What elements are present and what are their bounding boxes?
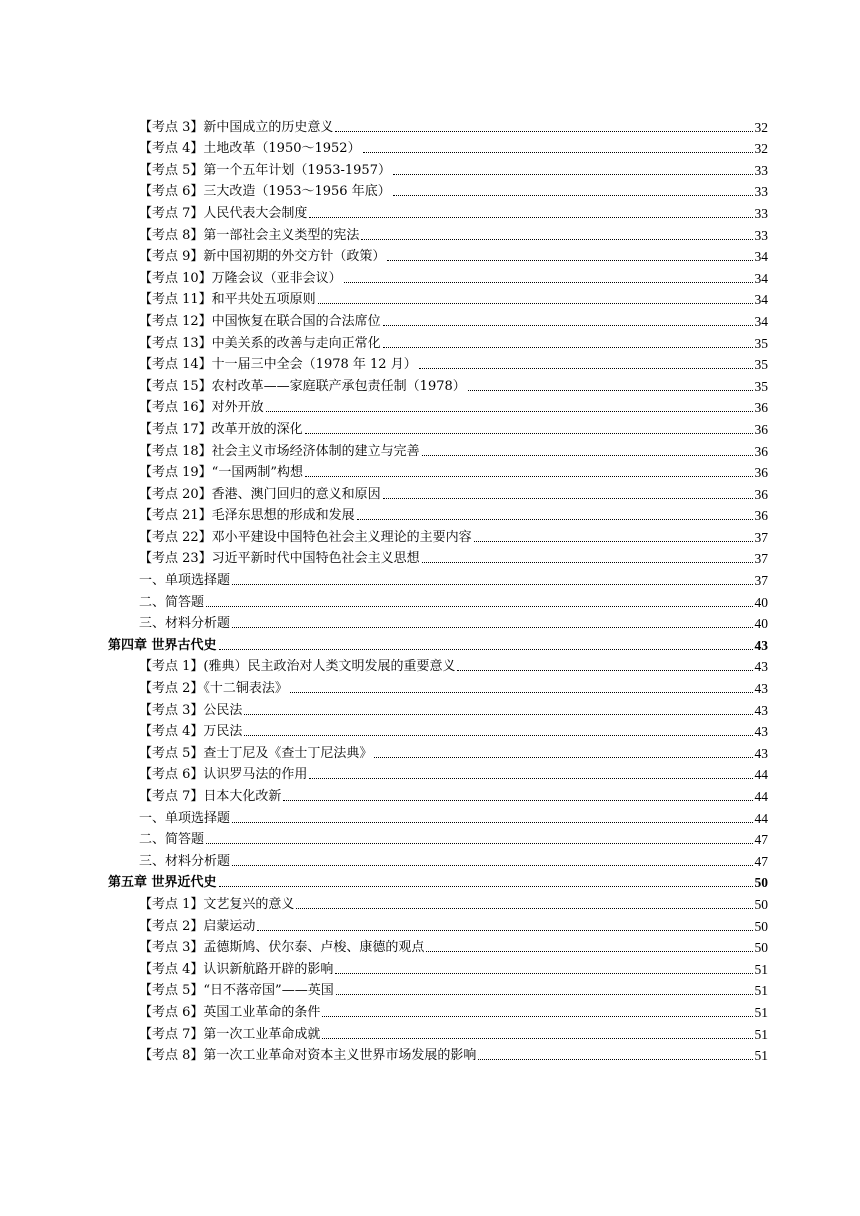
toc-page-number: 44	[754, 789, 768, 804]
toc-page-number: 36	[754, 465, 768, 481]
dot-leader	[318, 303, 753, 304]
toc-entry-title: 【考点 11】和平共处五项原则	[139, 292, 316, 308]
toc-item-entry[interactable]	[108, 221, 768, 243]
toc-page-number: 37	[754, 551, 768, 567]
toc-entry-title: 【考点 17】改革开放的深化	[139, 421, 303, 437]
toc-page-number: 47	[754, 832, 768, 848]
dot-leader	[383, 347, 753, 348]
toc-item-entry[interactable]	[108, 264, 768, 286]
toc-entry-title: 【考点 7】人民代表大会制度	[139, 205, 308, 221]
toc-item-entry[interactable]	[108, 480, 768, 502]
dot-leader	[305, 476, 753, 477]
dot-leader	[457, 670, 752, 671]
toc-item-entry[interactable]	[108, 782, 768, 804]
dot-leader	[393, 195, 753, 196]
dot-leader	[335, 973, 752, 974]
toc-item-entry[interactable]	[108, 998, 768, 1020]
dot-leader	[206, 606, 752, 607]
toc-item-entry[interactable]	[108, 243, 768, 265]
toc-entry-title: 【考点 8】第一部社会主义类型的宪法	[139, 227, 360, 243]
toc-entry-title: 【考点 4】土地改革（1950～1952）	[139, 141, 361, 157]
dot-leader	[232, 627, 752, 628]
toc-page-number: 50	[754, 875, 768, 891]
toc-item-entry[interactable]	[108, 351, 768, 373]
dot-leader	[309, 778, 752, 779]
toc-section-entry[interactable]	[108, 610, 768, 632]
toc-entry-title: 【考点 14】十一届三中全会（1978 年 12 月）	[139, 357, 417, 373]
toc-item-entry[interactable]	[108, 739, 768, 761]
toc-entry-title: 一、单项选择题	[139, 573, 231, 589]
toc-item-entry[interactable]	[108, 307, 768, 329]
toc-entry-title: 【考点 4】万民法	[139, 724, 243, 740]
toc-item-entry[interactable]	[108, 199, 768, 221]
dot-leader	[383, 325, 753, 326]
toc-page-number: 43	[754, 745, 768, 761]
toc-entry-title: 三、材料分析题	[139, 616, 231, 632]
toc-section-entry[interactable]	[108, 588, 768, 610]
dot-leader	[257, 930, 752, 931]
toc-entry-title: 三、材料分析题	[139, 853, 231, 869]
dot-leader	[309, 217, 752, 218]
toc-entry-title: 【考点 3】孟德斯鸠、伏尔泰、卢梭、康德的观点	[139, 940, 425, 956]
dot-leader	[244, 735, 752, 736]
toc-item-entry[interactable]	[108, 156, 768, 178]
dot-leader	[336, 994, 753, 995]
toc-entry-title: 【考点 10】万隆会议（亚非会议）	[139, 270, 342, 286]
toc-item-entry[interactable]	[108, 178, 768, 200]
toc-page-number: 50	[754, 896, 768, 912]
toc-item-entry[interactable]	[108, 415, 768, 437]
toc-item-entry[interactable]	[108, 1042, 768, 1064]
dot-leader	[478, 1059, 752, 1060]
toc-item-entry[interactable]	[108, 523, 768, 545]
toc-entry-title: 【考点 6】认识罗马法的作用	[139, 767, 308, 783]
toc-page-number: 51	[754, 961, 768, 977]
toc-entry-title: 【考点 23】习近平新时代中国特色社会主义思想	[139, 551, 420, 567]
dot-leader	[419, 368, 753, 369]
dot-leader	[474, 541, 753, 542]
toc-page-number: 51	[754, 983, 768, 999]
toc-page-number: 40	[754, 616, 768, 632]
toc-page-number: 34	[754, 313, 768, 329]
toc-entry-title: 【考点 6】英国工业革命的条件	[139, 1004, 321, 1020]
toc-page-number: 44	[754, 810, 768, 826]
toc-section-entry[interactable]	[108, 566, 768, 588]
dot-leader	[266, 411, 753, 412]
toc-page-number: 36	[754, 421, 768, 437]
toc-page-number: 33	[754, 184, 768, 200]
toc-section-entry[interactable]	[108, 826, 768, 848]
toc-page-number: 32	[754, 141, 768, 157]
toc-entry-title: 【考点 7】第一次工业革命成就	[139, 1026, 321, 1042]
toc-item-entry[interactable]	[108, 459, 768, 481]
toc-page-number: 51	[754, 1048, 768, 1064]
toc-page-number: 34	[754, 292, 768, 308]
toc-entry-title: 【考点 22】邓小平建设中国特色社会主义理论的主要内容	[139, 529, 472, 545]
dot-leader	[219, 886, 753, 887]
toc-item-entry[interactable]	[108, 761, 768, 783]
dot-leader	[426, 951, 752, 952]
toc-page-number: 35	[754, 335, 768, 351]
toc-entry-title: 【考点 5】“日不落帝国”——英国	[139, 983, 334, 999]
dot-leader	[232, 584, 752, 585]
toc-entry-title: 【考点 18】社会主义市场经济体制的建立与完善	[139, 443, 420, 459]
dot-leader	[357, 519, 753, 520]
dot-leader	[422, 562, 753, 563]
toc-page-number: 32	[754, 119, 768, 135]
toc-entry-title: 【考点 8】第一次工业革命对资本主义世界市场发展的影响	[139, 1048, 477, 1064]
table-of-contents	[108, 113, 768, 1063]
toc-page-number: 37	[754, 573, 768, 589]
toc-section-entry[interactable]	[108, 804, 768, 826]
toc-item-entry[interactable]	[108, 934, 768, 956]
dot-leader	[344, 282, 753, 283]
toc-page-number: 34	[754, 249, 768, 265]
toc-entry-title: 【考点 3】公民法	[139, 702, 243, 718]
toc-page-number: 43	[754, 659, 768, 675]
toc-page-number: 44	[754, 767, 768, 783]
toc-entry-title: 【考点 5】第一个五年计划（1953-1957）	[139, 162, 391, 178]
toc-item-entry[interactable]	[108, 372, 768, 394]
toc-entry-title: 【考点 7】日本大化改新	[139, 789, 282, 804]
toc-page-number: 36	[754, 400, 768, 416]
toc-page-number: 33	[754, 162, 768, 178]
toc-entry-title: 【考点 16】对外开放	[139, 400, 264, 416]
dot-leader	[374, 757, 752, 758]
toc-entry-title: 【考点 9】新中国初期的外交方针（政策）	[139, 249, 386, 265]
toc-entry-title: 第五章 世界近代史	[108, 875, 217, 891]
toc-page-number: 36	[754, 508, 768, 524]
toc-page-number: 36	[754, 443, 768, 459]
toc-page-number: 43	[754, 637, 768, 653]
dot-leader	[232, 822, 752, 823]
toc-page-number: 37	[754, 529, 768, 545]
dot-leader	[361, 239, 752, 240]
dot-leader	[468, 390, 753, 391]
toc-entry-title: 第四章 世界古代史	[108, 637, 217, 653]
toc-item-entry[interactable]	[108, 674, 768, 696]
toc-entry-title: 【考点 4】认识新航路开辟的影响	[139, 961, 334, 977]
dot-leader	[219, 649, 753, 650]
toc-entry-title: 二、简答题	[139, 832, 205, 848]
toc-page-number: 43	[754, 702, 768, 718]
toc-item-entry[interactable]	[108, 394, 768, 416]
toc-page-number: 50	[754, 940, 768, 956]
dot-leader	[305, 433, 753, 434]
toc-item-entry[interactable]	[108, 113, 768, 135]
toc-item-entry[interactable]	[108, 955, 768, 977]
toc-item-entry[interactable]	[108, 696, 768, 718]
toc-entry-title: 【考点 5】查士丁尼及《查士丁尼法典》	[139, 745, 373, 761]
dot-leader	[387, 260, 752, 261]
dot-leader	[290, 692, 753, 693]
toc-item-entry[interactable]	[108, 545, 768, 567]
toc-item-entry[interactable]	[108, 329, 768, 351]
toc-page-number: 35	[754, 378, 768, 394]
dot-leader	[383, 498, 753, 499]
toc-item-entry[interactable]	[108, 912, 768, 934]
toc-item-entry[interactable]	[108, 653, 768, 675]
dot-leader	[335, 131, 752, 132]
toc-chapter-entry[interactable]	[108, 869, 768, 891]
toc-entry-title: 二、简答题	[139, 594, 205, 610]
toc-page-number: 40	[754, 594, 768, 610]
dot-leader	[322, 1016, 752, 1017]
toc-entry-title: 【考点 13】中美关系的改善与走向正常化	[139, 335, 381, 351]
toc-entry-title: 【考点 15】农村改革——家庭联产承包责任制（1978）	[139, 378, 466, 394]
toc-item-entry[interactable]	[108, 502, 768, 524]
toc-item-entry[interactable]	[108, 437, 768, 459]
toc-entry-title: 【考点 1】文艺复兴的意义	[139, 896, 295, 912]
dot-leader	[422, 455, 753, 456]
toc-page-number: 51	[754, 1026, 768, 1042]
dot-leader	[322, 1038, 752, 1039]
toc-page-number: 33	[754, 205, 768, 221]
dot-leader	[393, 174, 753, 175]
dot-leader	[206, 843, 752, 844]
dot-leader	[283, 800, 752, 801]
toc-page-number: 43	[754, 724, 768, 740]
toc-page-number: 34	[754, 270, 768, 286]
toc-page-number: 43	[754, 681, 768, 697]
toc-page-number: 36	[754, 486, 768, 502]
toc-item-entry[interactable]	[108, 890, 768, 912]
toc-entry-title: 【考点 2】启蒙运动	[139, 918, 256, 934]
toc-entry-title: 【考点 3】新中国成立的历史意义	[139, 119, 334, 135]
toc-item-entry[interactable]	[108, 286, 768, 308]
toc-entry-title: 一、单项选择题	[139, 810, 231, 826]
toc-page-number: 35	[754, 357, 768, 373]
dot-leader	[363, 152, 753, 153]
toc-item-entry[interactable]	[108, 135, 768, 157]
dot-leader	[232, 865, 752, 866]
toc-page-number: 50	[754, 918, 768, 934]
toc-page-number: 33	[754, 227, 768, 243]
toc-entry-title: 【考点 12】中国恢复在联合国的合法席位	[139, 313, 381, 329]
toc-page-number: 47	[754, 853, 768, 869]
toc-entry-title: 【考点 6】三大改造（1953～1956 年底）	[139, 184, 391, 200]
toc-entry-title: 【考点 20】香港、澳门回归的意义和原因	[139, 486, 381, 502]
toc-page-number: 51	[754, 1004, 768, 1020]
toc-item-entry[interactable]	[108, 718, 768, 740]
toc-item-entry[interactable]	[108, 977, 768, 999]
dot-leader	[296, 908, 752, 909]
toc-entry-title: 【考点 19】“一国两制”构想	[139, 465, 303, 481]
toc-entry-title: 【考点 1】(雅典）民主政治对人类文明发展的重要意义	[139, 659, 456, 675]
toc-section-entry[interactable]	[108, 847, 768, 869]
toc-entry-title: 【考点 2】《十二铜表法》	[139, 681, 288, 697]
toc-item-entry[interactable]	[108, 1020, 768, 1042]
toc-entry-title: 【考点 21】毛泽东思想的形成和发展	[139, 508, 355, 524]
toc-chapter-entry[interactable]	[108, 631, 768, 653]
dot-leader	[244, 714, 752, 715]
